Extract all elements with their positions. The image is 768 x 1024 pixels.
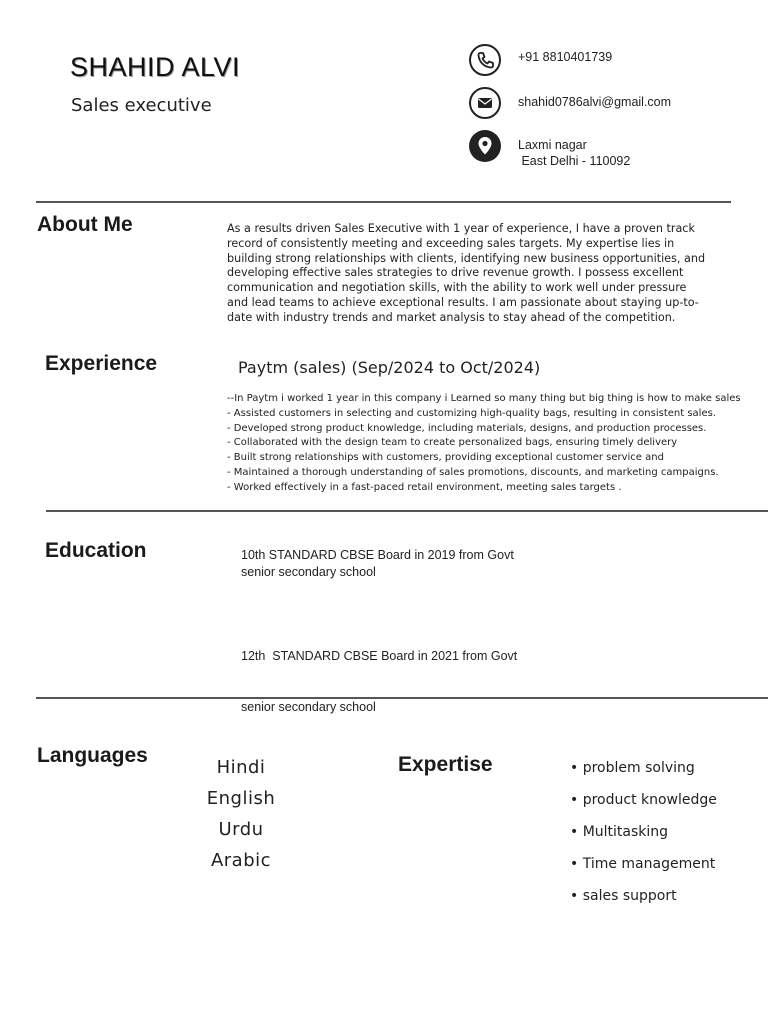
expertise-item: • product knowledge bbox=[570, 792, 717, 808]
about-heading: About Me bbox=[37, 213, 133, 236]
address-line-2: East Delhi - 110092 bbox=[518, 154, 631, 168]
expertise-heading: Expertise bbox=[398, 753, 493, 776]
languages-list bbox=[180, 752, 302, 876]
language-item: Arabic bbox=[210, 850, 272, 871]
expertise-item: • sales support bbox=[570, 888, 677, 904]
candidate-name: SHAHID ALVI bbox=[70, 52, 241, 82]
expertise-item: • problem solving bbox=[570, 760, 695, 776]
phone-icon bbox=[469, 44, 501, 76]
about-paragraph: As a results driven Sales Executive with 1 year of experience, I have a proven track record of consistently meeting and exceeding sales targets. My expertise lies in building strong relationships with clients, identifying new business opportunities, and developing effective sales strategies to drive revenue growth. I possess excellent communication and negotiation skills, with the ability to work well under pressure and lead teams to achieve exceptional results. I am passionate about staying up-to-date with industry trends and market analysis to stay ahead of the competition. bbox=[227, 222, 706, 324]
experience-bullet: --In Paytm i worked 1 year in this company i Learned so many thing but big thing is how to make sales bbox=[227, 393, 741, 404]
experience-bullet: - Developed strong product knowledge, including materials, designs, and production processes. bbox=[227, 422, 707, 434]
education-entry bbox=[241, 614, 541, 733]
education-entry-line2: senior secondary school bbox=[241, 565, 376, 579]
expertise-list bbox=[570, 752, 717, 912]
education-entry bbox=[241, 547, 541, 581]
education-divider bbox=[36, 697, 768, 699]
experience-bullet: - Built strong relationships with customers, providing exceptional customer service and bbox=[227, 452, 664, 464]
email-address: shahid0786alvi@gmail.com bbox=[518, 95, 672, 109]
experience-heading: Experience bbox=[45, 352, 158, 375]
experience-divider bbox=[46, 510, 768, 512]
mail-icon bbox=[469, 87, 501, 119]
experience-bullet: - Assisted customers in selecting and customizing high-quality bags, resulting in consistent sales. bbox=[227, 407, 716, 419]
languages-heading: Languages bbox=[37, 744, 148, 767]
experience-bullet: - Maintained a thorough understanding of sales promotions, discounts, and marketing campaigns. bbox=[227, 466, 719, 478]
education-entry-line2: senior secondary school bbox=[241, 700, 376, 714]
language-item: Urdu bbox=[218, 819, 264, 840]
address-line-1: Laxmi nagar bbox=[518, 138, 587, 152]
experience-bullets bbox=[227, 392, 762, 496]
experience-bullet: - Worked effectively in a fast-paced retail environment, meeting sales targets . bbox=[227, 481, 622, 493]
phone-number: +91 8810401739 bbox=[518, 50, 613, 64]
job-title-subtitle: Sales executive bbox=[71, 95, 212, 116]
language-item: English bbox=[206, 788, 276, 809]
education-entry-line1: 10th STANDARD CBSE Board in 2019 from Govt bbox=[241, 548, 514, 562]
language-item: Hindi bbox=[216, 757, 266, 778]
expertise-item: • Time management bbox=[570, 856, 716, 872]
experience-job-title: Paytm (sales) (Sep/2024 to Oct/2024) bbox=[238, 358, 541, 377]
location-pin-icon bbox=[469, 130, 501, 162]
header-divider bbox=[36, 201, 731, 203]
education-entry-line1: 12th STANDARD CBSE Board in 2021 from Govt bbox=[241, 649, 518, 663]
education-heading: Education bbox=[45, 539, 147, 562]
expertise-item: • Multitasking bbox=[570, 824, 669, 840]
experience-bullet: - Collaborated with the design team to create personalized bags, ensuring timely delivery bbox=[227, 437, 678, 449]
